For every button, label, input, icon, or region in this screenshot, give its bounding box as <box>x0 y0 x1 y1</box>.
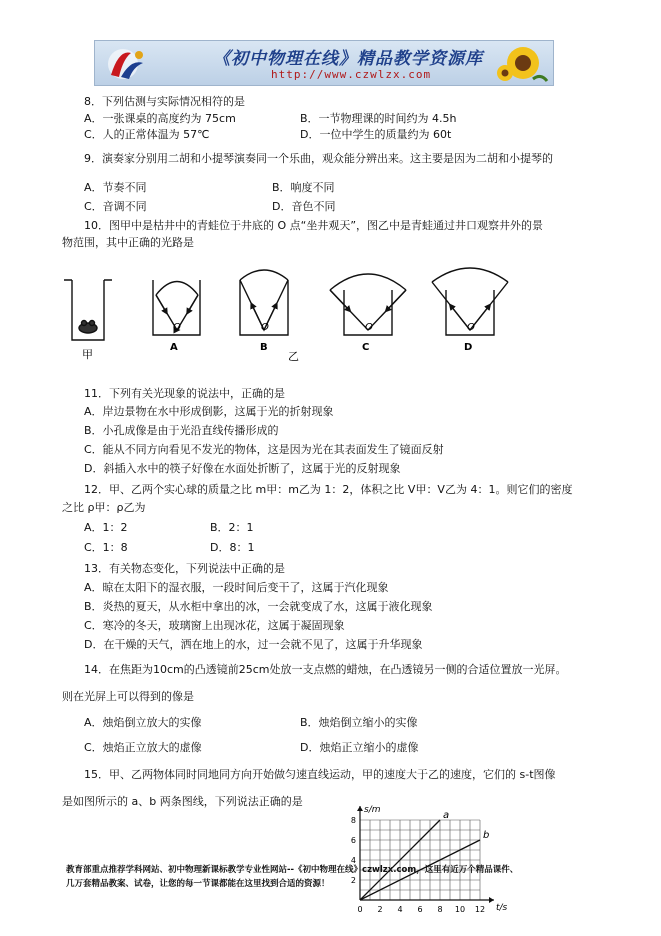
q13-option-b: B．炎热的夏天，从水柜中拿出的冰，一会就变成了水，这属于液化现象 <box>84 600 433 613</box>
y-tick-label: 8 <box>350 816 356 825</box>
q11-option-a: A．岸边景物在水中形成倒影，这属于光的折射现象 <box>84 405 334 418</box>
q8-option-c: C．人的正常体温为 57℃ <box>84 128 210 141</box>
q13-option-d: D．在干燥的天气，洒在地上的水，过一会就不见了，这属于升华现象 <box>84 638 423 651</box>
question-10-stem-line1: 10．图甲中是枯井中的青蛙位于井底的 O 点“坐井观天”，图乙中是青蛙通过井口观察井外的景 <box>84 219 544 232</box>
header-banner <box>94 40 554 86</box>
q13-option-c: C．寒冷的冬天，玻璃窗上出现冰花，这属于凝固现象 <box>84 619 345 632</box>
label-jia: 甲 <box>82 348 93 361</box>
question-9-stem: 9．演奏家分别用二胡和小提琴演奏同一个乐曲，观众能分辨出来。这主要是因为二胡和小提琴的 <box>84 152 553 165</box>
x-tick-label: 2 <box>377 905 383 914</box>
series-label-b: b <box>483 830 490 841</box>
q11-option-c: C．能从不同方向看见不发光的物体，这是因为光在其表面发生了镜面反射 <box>84 443 444 456</box>
question-14-stem-line2: 则在光屏上可以得到的像是 <box>62 690 194 703</box>
label-option-a: A <box>170 342 178 353</box>
question-13-stem: 13．有关物态变化，下列说法中正确的是 <box>84 562 285 575</box>
label-option-d: D <box>464 342 473 353</box>
q10-figure <box>60 260 540 370</box>
footer-line-1: 教育部重点推荐学科网站、初中物理新课标教学专业性网站--《初中物理在线》czwlzx.com，这里有近万个精品课件、 <box>66 865 519 875</box>
q11-option-d: D．斜插入水中的筷子好像在水面处折断了，这属于光的反射现象 <box>84 462 401 475</box>
label-o-d: O <box>467 322 475 333</box>
q8-option-a: A．一张课桌的高度约为 75cm <box>84 112 236 125</box>
question-12-stem-line1: 12．甲、乙两个实心球的质量之比 m甲：m乙为 1：2，体积之比 V甲：V乙为 4：1。则它们的密度 <box>84 483 573 496</box>
question-14-stem-line1: 14．在焦距为10cm的凸透镜前25cm处放一支点燃的蜡烛，在凸透镜另一侧的合适位置放一光屏。 <box>84 663 567 676</box>
banner-url[interactable]: http://www.czwlzx.com <box>271 68 432 81</box>
x-tick-label: 12 <box>474 905 486 914</box>
q8-option-d: D．一位中学生的质量约为 60t <box>300 128 452 141</box>
q9-option-a: A．节奏不同 <box>84 181 147 194</box>
y-tick-label: 6 <box>350 836 356 845</box>
y-axis-label: s/m <box>364 805 381 815</box>
q11-option-b: B．小孔成像是由于光沿直线传播形成的 <box>84 424 279 437</box>
q12-option-b: B．2：1 <box>210 521 254 534</box>
x-axis-arrow <box>489 897 494 903</box>
q12-option-d: D．8：1 <box>210 541 255 554</box>
question-8-stem: 8．下列估测与实际情况相符的是 <box>84 95 245 108</box>
x-tick-label: 6 <box>417 905 423 914</box>
q9-option-b: B．响度不同 <box>272 181 335 194</box>
question-10-stem-line2: 物范围，其中正确的光路是 <box>62 236 194 249</box>
x-tick-label: 8 <box>437 905 443 914</box>
label-o-b: O <box>261 322 269 333</box>
x-tick-label: 4 <box>397 905 403 914</box>
q14-option-c: C．烛焰正立放大的虚像 <box>84 741 202 754</box>
label-option-c: C <box>362 342 370 353</box>
q13-option-a: A．晾在太阳下的湿衣服，一段时间后变干了，这属于汽化现象 <box>84 581 389 594</box>
y-tick-label: 4 <box>350 856 356 865</box>
q8-option-b: B．一节物理课的时间约为 4.5h <box>300 112 457 125</box>
label-yi: 乙 <box>288 350 299 363</box>
figure-jia-well <box>64 280 112 340</box>
q9-option-d: D．音色不同 <box>272 200 336 213</box>
footer-line-2: 几万套精品教案、试卷，让您的每一节课都能在这里找到合适的资源！ <box>66 879 330 889</box>
question-15-stem-line2: 是如图所示的 a、b 两条图线，下列说法正确的是 <box>62 795 303 808</box>
question-11-stem: 11．下列有关光现象的说法中，正确的是 <box>84 387 285 400</box>
q14-option-b: B．烛焰倒立缩小的实像 <box>300 716 418 729</box>
q9-option-c: C．音调不同 <box>84 200 147 213</box>
series-label-a: a <box>443 810 450 821</box>
q12-option-a: A．1：2 <box>84 521 128 534</box>
site-logo <box>101 45 161 83</box>
label-option-b: B <box>260 342 268 353</box>
x-tick-label: 10 <box>454 905 466 914</box>
q14-option-a: A．烛焰倒立放大的实像 <box>84 716 202 729</box>
question-12-stem-line2: 之比 ρ甲：ρ乙为 <box>62 501 146 514</box>
sunflower-icon <box>493 43 549 85</box>
label-o-a: O <box>173 322 181 333</box>
banner-title: 《初中物理在线》精品教学资源库 <box>213 49 483 69</box>
q14-option-d: D．烛焰正立缩小的虚像 <box>300 741 419 754</box>
y-tick-label: 2 <box>350 876 356 885</box>
x-tick-label: 0 <box>357 905 363 914</box>
y-axis-arrow <box>357 806 363 811</box>
x-axis-label: t/s <box>496 903 508 913</box>
label-o-c: O <box>365 322 373 333</box>
q12-option-c: C．1：8 <box>84 541 128 554</box>
question-15-stem-line1: 15．甲、乙两物体同时同地同方向开始做匀速直线运动，甲的速度大于乙的速度，它们的 s-t图像 <box>84 768 556 781</box>
